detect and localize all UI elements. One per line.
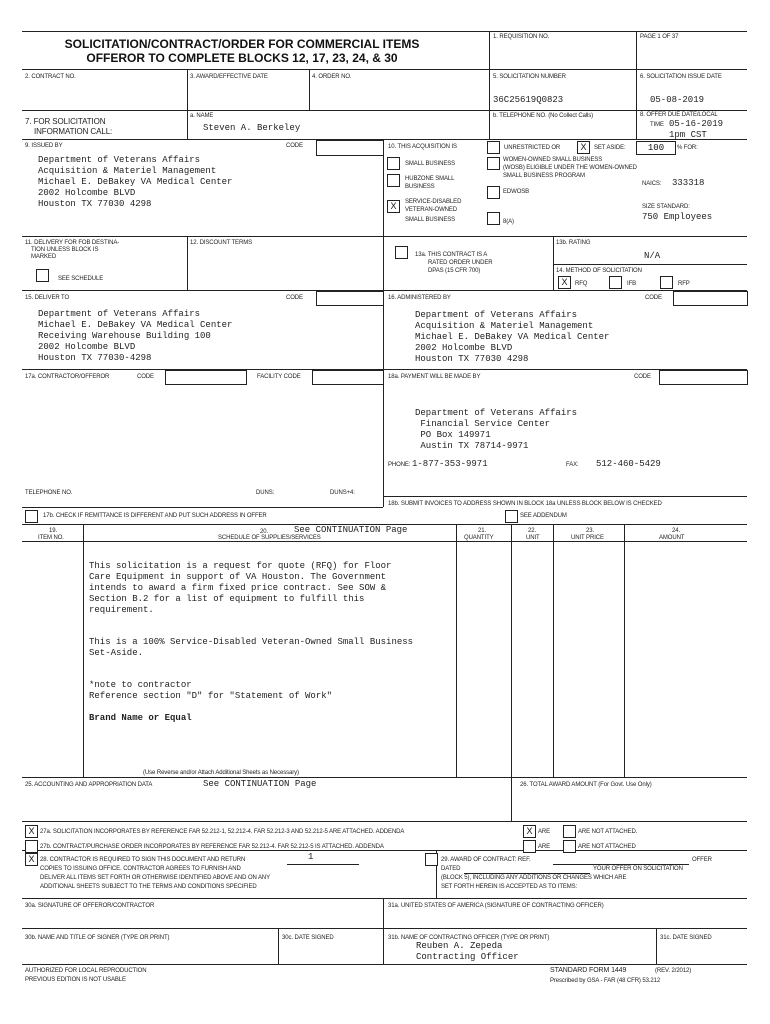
submit-invoices-label: 18b. SUBMIT INVOICES TO ADDRESS SHOWN IN BLOCK 18a UNLESS BLOCK BELOW IS CHECKED — [388, 501, 662, 507]
issued-by-line-5: Houston TX 77030 4298 — [38, 199, 152, 209]
set-aside-line-1: This is a 100% Service-Disabled Veteran-Owned Small Business — [89, 637, 414, 647]
deliver-to-line-3: Receiving Warehouse Building 100 — [38, 331, 211, 341]
rated-order-label-3: DPAS (15 CFR 700) — [428, 268, 481, 274]
clause-27b-are-not-checkbox[interactable] — [563, 840, 576, 853]
issue-date-label: 6. SOLICITATION ISSUE DATE — [640, 74, 722, 80]
divider — [22, 898, 747, 899]
rated-order-label-1: 13a. THIS CONTRACT IS A — [415, 252, 488, 258]
deliver-to-line-1: Department of Veterans Affairs — [38, 309, 201, 319]
signer-name-label: 30b. NAME AND TITLE OF SIGNER (TYPE OR PRINT) — [25, 935, 170, 941]
size-standard-label: SIZE STANDARD: — [642, 204, 690, 210]
issued-by-label: 9. ISSUED BY — [25, 143, 63, 149]
unrestricted-checkbox[interactable] — [487, 141, 500, 154]
rating-value[interactable]: N/A — [644, 251, 661, 261]
administered-by-code-label: CODE — [645, 295, 662, 301]
divider — [553, 864, 689, 865]
payment-phone[interactable]: 1-877-353-9971 — [412, 459, 488, 469]
divider — [22, 236, 747, 237]
method-label: 14. METHOD OF SOLICITATION — [556, 268, 642, 274]
divider — [22, 290, 747, 291]
set-aside-line-2: Set-Aside. — [89, 648, 144, 658]
clause-27a-are-not-label: ARE NOT ATTACHED. — [578, 829, 638, 835]
naics-code[interactable]: 333318 — [672, 178, 705, 188]
set-aside-label: SET ASIDE: — [594, 145, 626, 151]
signer-date-label: 30c. DATE SIGNED — [282, 935, 334, 941]
time-label: TIME — [650, 122, 664, 128]
solicitation-no-label: 5. SOLICITATION NUMBER — [493, 74, 566, 80]
signature-officer-label: 31a. UNITED STATES OF AMERICA (SIGNATURE OF CONTRACTING OFFICER) — [388, 903, 604, 909]
name-label: a. NAME — [190, 113, 214, 119]
issue-date[interactable]: 05-08-2019 — [650, 95, 705, 105]
block28-line-3: DELIVER ALL ITEMS SET FORTH OR OTHERWISE IDENTIFIED ABOVE AND ON ANY — [40, 875, 271, 881]
description-line-3: intends to award a firm fixed price contract. See SOW & — [89, 583, 387, 593]
ifb-checkbox[interactable] — [609, 276, 622, 289]
administered-by-line-5: Houston TX 77030 4298 — [415, 354, 529, 364]
wosb-label-2: (WOSB) ELIGIBLE UNDER THE WOMEN-OWNED — [503, 165, 637, 171]
duns4-label: DUNS+4: — [330, 490, 355, 496]
sdvosb-checkbox[interactable]: X — [387, 200, 400, 213]
clause-27a-are-label: ARE — [538, 829, 551, 835]
amount-header-num: 24. — [672, 528, 681, 534]
deliver-to-line-4: 2002 Holcombe BLVD — [38, 342, 136, 352]
accounting-label: 25. ACCOUNTING AND APPROPRIATION DATA — [25, 782, 153, 788]
administered-by-label: 16. ADMINISTERED BY — [388, 295, 451, 301]
deliver-to-label: 15. DELIVER TO — [25, 295, 70, 301]
issued-by-line-4: 2002 Holcombe BLVD — [38, 188, 136, 198]
divider — [187, 110, 188, 139]
block28-checkbox[interactable]: X — [25, 853, 38, 866]
officer-name-label: 31b. NAME OF CONTRACTING OFFICER (TYPE OR PRINT) — [388, 935, 550, 941]
delivery-fob-label-2: TION UNLESS BLOCK IS — [31, 247, 99, 253]
divider — [656, 928, 657, 964]
see-addendum-checkbox[interactable] — [505, 510, 518, 523]
delivery-fob-label-1: 11. DELIVERY FOR FOB DESTINA- — [25, 240, 120, 246]
description-line-2: Care Equipment in support of VA Houston. The Government — [89, 572, 387, 582]
divider — [383, 369, 384, 507]
see-schedule-label: SEE SCHEDULE — [58, 276, 104, 282]
see-schedule-checkbox[interactable] — [36, 269, 49, 282]
contractor-label: 17a. CONTRACTOR/OFFEROR — [25, 374, 110, 380]
delivery-fob-label-3: MARKED — [31, 254, 57, 260]
amount-header: AMOUNT — [659, 535, 685, 541]
divider — [22, 928, 747, 929]
telephone-label: b. TELEPHONE NO. (No Collect Calls) — [493, 113, 594, 119]
divider — [22, 369, 747, 370]
clause-27a-are-not-checkbox[interactable] — [563, 825, 576, 838]
divider — [22, 110, 747, 111]
block28-line-2: COPIES TO ISSUING OFFICE. CONTRACTOR AGREES TO FURNISH AND — [40, 866, 241, 872]
edwosb-checkbox[interactable] — [487, 186, 500, 199]
form-title: SOLICITATION/CONTRACT/ORDER FOR COMMERCIAL ITEMS — [64, 37, 420, 51]
issued-by-code-field[interactable] — [316, 140, 384, 156]
reverse-note: (Use Reverse and/or Attach Additional Sheets as Necessary) — [143, 770, 299, 776]
payment-line-2: Financial Service Center — [415, 419, 551, 429]
divider — [383, 898, 384, 964]
description-line-1: This solicitation is a request for quote (RFQ) for Floor — [89, 561, 392, 571]
wosb-checkbox[interactable] — [487, 157, 500, 170]
schedule-header-num: 20. — [260, 529, 269, 535]
officer-title: Contracting Officer — [416, 952, 519, 962]
deliver-to-line-2: Michael E. DeBakey VA Medical Center — [38, 320, 233, 330]
clause-27a-label: 27a. SOLICITATION INCORPORATES BY REFERENCE FAR 52.212-1, 52.212-4. FAR 52.212-3 AND 52.212-5 ARE ATTACHED. ADDENDA — [40, 829, 405, 835]
brand-name-note: Brand Name or Equal — [89, 713, 192, 723]
block28-copies[interactable]: 1 — [308, 852, 314, 862]
divider — [278, 928, 279, 964]
solicitation-number[interactable]: 36C25619Q0823 — [493, 95, 564, 105]
clause-27a-are-checkbox[interactable]: X — [523, 825, 536, 838]
divider — [553, 264, 747, 265]
offer-due-date[interactable]: 05-16-2019 — [669, 119, 724, 129]
contractor-telephone-label: TELEPHONE NO. — [25, 490, 73, 496]
divider — [22, 821, 747, 822]
payment-line-4: Austin TX 78714-9971 — [415, 441, 529, 451]
set-aside-checkbox[interactable]: X — [577, 141, 590, 154]
officer-name: Reuben A. Zepeda — [416, 941, 503, 951]
quantity-header-num: 21. — [478, 528, 487, 534]
item-no-header: ITEM NO. — [38, 535, 64, 541]
administered-by-line-2: Acquisition & Materiel Management — [415, 321, 594, 331]
block29-line-1: 29. AWARD OF CONTRACT: REF. — [441, 857, 531, 863]
clause-27a-checkbox[interactable]: X — [25, 825, 38, 838]
award-date-label: 3. AWARD/EFFECTIVE DATE — [190, 74, 268, 80]
size-standard[interactable]: 750 Employees — [642, 212, 713, 222]
set-aside-percent[interactable]: 100 — [636, 141, 676, 155]
block29-dated: DATED — [441, 866, 461, 872]
sdvosb-label-3: SMALL BUSINESS — [405, 217, 456, 223]
hubzone-checkbox[interactable] — [387, 174, 400, 187]
page-count: PAGE 1 OF 37 — [640, 34, 679, 40]
rated-order-checkbox[interactable] — [395, 246, 408, 259]
unit-price-header: UNIT PRICE — [571, 535, 604, 541]
payment-code-label: CODE — [634, 374, 651, 380]
edwosb-label: EDWOSB — [503, 189, 530, 195]
description-line-5: requirement. — [89, 605, 154, 615]
requisition-no-label: 1. REQUISITION NO. — [493, 34, 550, 40]
divider — [22, 541, 747, 542]
payment-phone-label: PHONE: — [388, 462, 411, 468]
signature-offeror-label: 30a. SIGNATURE OF OFFEROR/CONTRACTOR — [25, 903, 155, 909]
sdvosb-label-2: VETERAN-OWNED — [405, 207, 458, 213]
see-addendum-label: SEE ADDENDUM — [520, 513, 567, 519]
footer-authorized: AUTHORIZED FOR LOCAL REPRODUCTION — [25, 968, 147, 974]
issued-by-line-3: Michael E. DeBakey VA Medical Center — [38, 177, 233, 187]
payment-fax[interactable]: 512-460-5429 — [596, 459, 661, 469]
issued-by-line-2: Acquisition & Materiel Management — [38, 166, 217, 176]
item-no-header-num: 19. — [49, 528, 58, 534]
contractor-code-label: CODE — [137, 374, 154, 380]
clause-27b-are-label: ARE — [538, 844, 551, 850]
clause-27b-are-not-label: ARE NOT ATTACHED — [578, 844, 636, 850]
hubzone-label-2: BUSINESS — [405, 184, 435, 190]
divider — [456, 524, 457, 777]
eight-a-label: 8(A) — [503, 219, 514, 225]
payment-fax-label: FAX: — [566, 462, 579, 468]
schedule-header: SCHEDULE OF SUPPLIES/SERVICES — [218, 535, 321, 541]
contact-name[interactable]: Steven A. Berkeley — [203, 123, 301, 133]
divider — [489, 31, 490, 139]
divider — [22, 139, 747, 140]
rfp-label: RFP — [678, 281, 690, 287]
footer-previous-edition: PREVIOUS EDITION IS NOT USABLE — [25, 977, 126, 983]
divider — [511, 524, 512, 777]
payment-label: 18a. PAYMENT WILL BE MADE BY — [388, 374, 481, 380]
deliver-to-code-label: CODE — [286, 295, 303, 301]
deliver-to-line-5: Houston TX 77030-4298 — [38, 353, 152, 363]
order-no-label: 4. ORDER NO. — [312, 74, 352, 80]
wosb-label-3: SMALL BUSINESS PROGRAM — [503, 173, 585, 179]
divider — [22, 777, 747, 778]
schedule-continuation: See CONTINUATION Page — [294, 525, 408, 535]
divider — [22, 69, 747, 70]
administered-by-code-field[interactable] — [673, 291, 748, 306]
divider — [83, 524, 84, 777]
divider — [187, 236, 188, 290]
divider — [383, 496, 747, 497]
contractor-note-line-2: Reference section "D" for "Statement of Work" — [89, 691, 333, 701]
eight-a-checkbox[interactable] — [487, 212, 500, 225]
rfq-checkbox[interactable]: X — [558, 276, 571, 289]
hubzone-label-1: HUBZONE SMALL — [405, 176, 455, 182]
offer-due-time[interactable]: 1pm CST — [669, 130, 707, 140]
rfp-checkbox[interactable] — [660, 276, 673, 289]
rfq-label: RFQ — [575, 281, 588, 287]
administered-by-line-4: 2002 Holcombe BLVD — [415, 343, 513, 353]
accounting-value: See CONTINUATION Page — [203, 779, 317, 789]
payment-line-1: Department of Veterans Affairs — [415, 408, 578, 418]
facility-code-field[interactable] — [312, 370, 384, 385]
remittance-checkbox[interactable] — [25, 510, 38, 523]
duns-label: DUNS: — [256, 490, 275, 496]
footer-revision: (REV. 2/2012) — [655, 968, 692, 974]
footer-prescribed: Prescribed by GSA - FAR (48 CFR) 53.212 — [550, 978, 661, 984]
divider — [187, 69, 188, 110]
clause-27b-checkbox[interactable] — [25, 840, 38, 853]
small-business-label: SMALL BUSINESS — [405, 161, 456, 167]
unit-header-num: 22. — [528, 528, 537, 534]
administered-by-line-1: Department of Veterans Affairs — [415, 310, 578, 320]
block29-line-3: (BLOCK 5), INCLUDING ANY ADDITIONS OR CHANGES WHICH ARE — [441, 875, 627, 881]
divider — [464, 873, 590, 874]
divider — [553, 236, 554, 290]
block28-line-4: ADDITIONAL SHEETS SUBJECT TO THE TERMS AND CONDITIONS SPECIFIED — [40, 884, 257, 890]
acquisition-label: 10. THIS ACQUISITION IS — [388, 144, 457, 150]
wosb-label-1: WOMEN-OWNED SMALL BUSINESS — [503, 157, 603, 163]
percent-for-label: % FOR: — [677, 145, 698, 151]
for-solicitation-label: 7. FOR SOLICITATION — [25, 117, 106, 126]
payment-code-field[interactable] — [659, 370, 748, 385]
officer-date-label: 31c. DATE SIGNED — [660, 935, 712, 941]
divider — [309, 69, 310, 110]
block29-offer: OFFER — [692, 857, 712, 863]
quantity-header: QUANTITY — [464, 535, 494, 541]
offer-due-label: 8. OFFER DUE DATE/LOCAL — [640, 112, 718, 118]
divider — [287, 864, 359, 865]
divider — [624, 524, 625, 777]
footer-form-name: STANDARD FORM 1449 — [550, 967, 627, 974]
clause-27b-label: 27b. CONTRACT/PURCHASE ORDER INCORPORATES BY REFERENCE FAR 52.212-4. FAR 52.212-5 IS ATTACHED. ADDENDA — [40, 844, 384, 850]
contract-no-label: 2. CONTRACT NO. — [25, 74, 76, 80]
total-award-label: 26. TOTAL AWARD AMOUNT (For Govt. Use Only) — [520, 782, 652, 788]
divider — [22, 507, 383, 508]
naics-label: NAICS: — [642, 181, 662, 187]
payment-line-3: PO Box 149971 — [415, 430, 491, 440]
unrestricted-label: UNRESTRICTED OR — [504, 145, 561, 151]
sdvosb-label-1: SERVICE-DISABLED — [405, 199, 462, 205]
block29-checkbox[interactable] — [425, 853, 438, 866]
block28-line-1: 28. CONTRACTOR IS REQUIRED TO SIGN THIS DOCUMENT AND RETURN — [40, 857, 246, 863]
remittance-label: 17b. CHECK IF REMITTANCE IS DIFFERENT AND PUT SUCH ADDRESS IN OFFER — [43, 513, 267, 519]
administered-by-line-3: Michael E. DeBakey VA Medical Center — [415, 332, 610, 342]
divider — [553, 524, 554, 777]
contractor-code-field[interactable] — [165, 370, 247, 385]
ifb-label: IFB — [627, 281, 637, 287]
facility-code-label: FACILITY CODE — [257, 374, 301, 380]
form-top-border — [22, 31, 747, 32]
issued-by-line-1: Department of Veterans Affairs — [38, 155, 201, 165]
small-business-checkbox[interactable] — [387, 157, 400, 170]
contractor-note-line-1: *note to contractor — [89, 680, 192, 690]
block29-line-4: SET FORTH HEREIN IS ACCEPTED AS TO ITEMS: — [441, 884, 578, 890]
form-subtitle: OFFEROR TO COMPLETE BLOCKS 12, 17, 23, 24, & 30 — [86, 51, 398, 65]
issued-by-code-label: CODE — [286, 143, 303, 149]
description-line-4: Section B.2 for a list of equipment to fulfill this — [89, 594, 365, 604]
unit-price-header-num: 23. — [586, 528, 595, 534]
information-call-label: INFORMATION CALL: — [34, 127, 113, 136]
unit-header: UNIT — [526, 535, 540, 541]
block29-your-offer: YOUR OFFER ON SOLICITATION — [593, 866, 683, 872]
clause-27b-are-checkbox[interactable] — [523, 840, 536, 853]
rating-label: 13b. RATING — [556, 240, 591, 246]
discount-terms-label: 12. DISCOUNT TERMS — [190, 240, 252, 246]
rated-order-label-2: RATED ORDER UNDER — [428, 260, 493, 266]
divider — [636, 31, 637, 139]
divider — [22, 964, 747, 965]
deliver-to-code-field[interactable] — [316, 291, 384, 306]
divider — [511, 777, 512, 821]
